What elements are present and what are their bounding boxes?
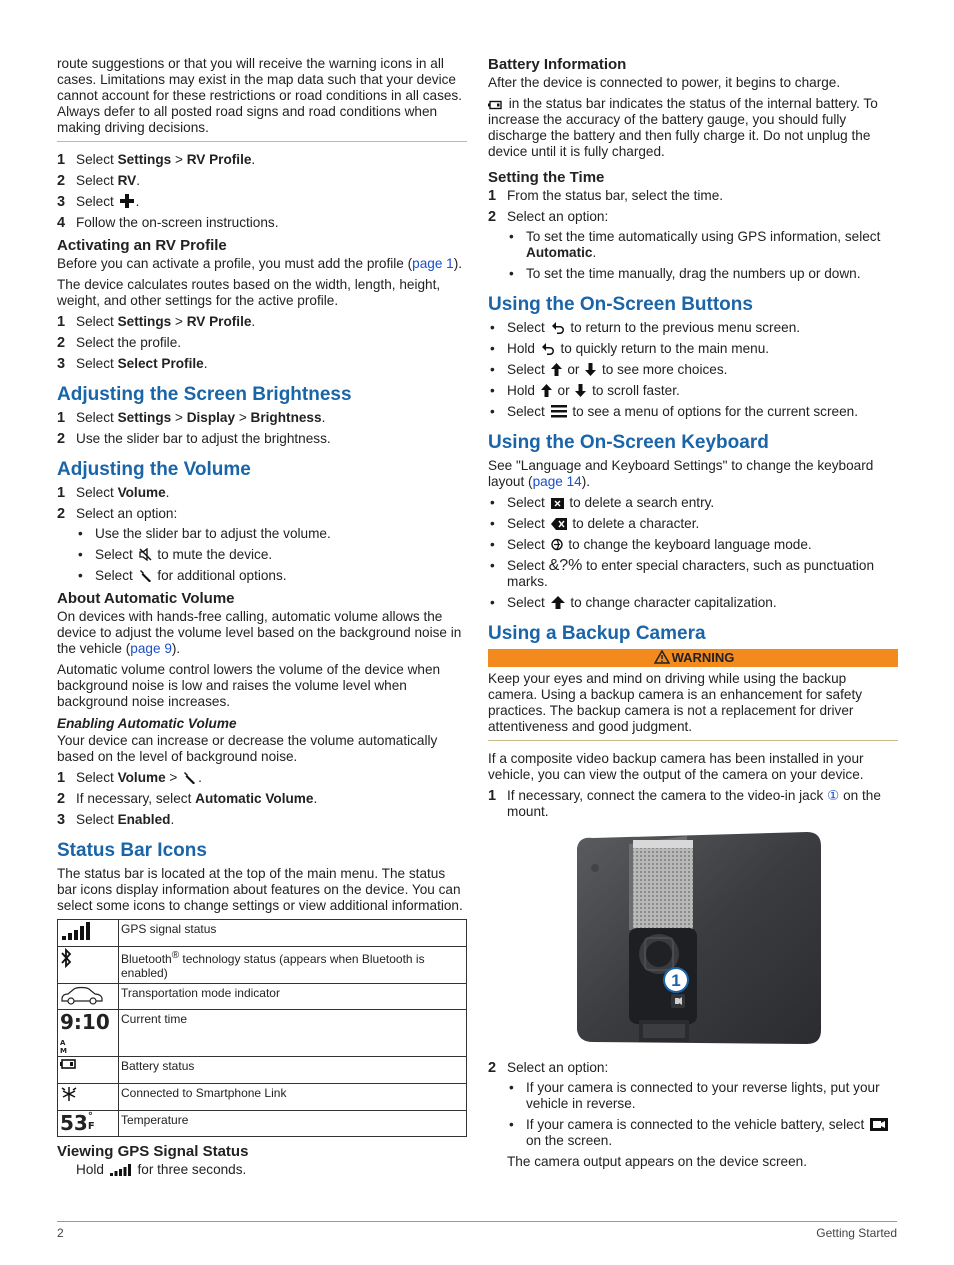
list-item: • Hold or to scroll faster. (488, 383, 898, 399)
back-icon (541, 342, 555, 355)
section-heading: Setting the Time (488, 169, 605, 186)
paragraph: If a composite video backup camera has been installed in your vehicle, you can view the output of the camera on your device. (488, 751, 864, 782)
arrow-down-icon (585, 363, 596, 376)
activating-steps (57, 314, 467, 372)
warning-banner: WARNING (488, 649, 898, 667)
menu-icon (551, 405, 567, 418)
warning-icon (654, 650, 670, 664)
footer-section: Getting Started (816, 1226, 897, 1240)
footer-divider (57, 1221, 897, 1222)
step: 2 Select an option: • Use the slider bar to adjust the volume. • Select to mute the device. • Select for additional options. (57, 506, 467, 584)
list-item: • Hold to quickly return to the main menu. (488, 341, 898, 357)
arrow-up-icon (551, 363, 562, 376)
paragraph: The device calculates routes based on the width, length, height, weight, and other settings for the active profile. (57, 277, 441, 308)
step: 4 Follow the on-screen instructions. (57, 215, 279, 231)
option-list (76, 526, 467, 584)
step: 1 From the status bar, select the time. (488, 188, 724, 204)
table-row (58, 984, 467, 1010)
list-item: • Select to see a menu of options for the current screen. (488, 404, 898, 420)
paragraph: The status bar is located at the top of the main menu. The status bar icons display information about features on the device. You can select some icons to change settings or view additional information. (57, 866, 463, 913)
table-cell: Connected to Smartphone Link (119, 1084, 467, 1111)
brightness-steps (57, 410, 467, 447)
section-heading: Battery Information (488, 56, 627, 73)
divider (57, 141, 467, 142)
rv-steps (57, 152, 467, 231)
arrow-up-icon (541, 384, 552, 397)
step: 3 Select Select Profile. (57, 356, 208, 372)
table-row (58, 1010, 467, 1057)
time-steps (488, 188, 898, 282)
status-icons-table (57, 919, 467, 1137)
section-heading: Activating an RV Profile (57, 237, 227, 254)
paragraph: See "Language and Keyboard Settings" to change the keyboard layout (page 14). (488, 458, 874, 489)
section-title: Using the On-Screen Keyboard (488, 432, 769, 453)
table-cell: GPS signal status (119, 920, 467, 947)
figure-callout: 1 (671, 971, 681, 990)
step: 2 Use the slider bar to adjust the brightness. (57, 431, 331, 447)
step: 2 If necessary, select Automatic Volume. (57, 791, 318, 807)
list-item: • Select for additional options. (76, 568, 467, 584)
section-title: Using a Backup Camera (488, 623, 706, 644)
step: 1 Select Settings > RV Profile. (57, 152, 256, 168)
section-title: Using the On-Screen Buttons (488, 294, 753, 315)
buttons-list (488, 320, 898, 420)
list-item: • If your camera is connected to the vehicle battery, select on the screen. (507, 1117, 898, 1149)
battery-icon (60, 1058, 78, 1070)
gps-signal-icon (110, 1164, 132, 1176)
list-item: • Select to delete a search entry. (488, 495, 898, 511)
device-back-illustration (563, 830, 827, 1048)
paragraph: The camera output appears on the device screen. (507, 1154, 807, 1169)
battery-icon (488, 100, 503, 110)
clear-entry-icon (551, 498, 564, 509)
arrow-down-icon (575, 384, 586, 397)
enabling-steps (57, 770, 467, 828)
table-cell: Battery status (119, 1057, 467, 1084)
step: 1 Select Volume > . (57, 770, 202, 786)
camera-steps (488, 788, 898, 820)
table-cell: Transportation mode indicator (119, 984, 467, 1010)
plus-icon (120, 194, 134, 208)
section-title: Adjusting the Screen Brightness (57, 384, 352, 405)
section-title: Adjusting the Volume (57, 459, 251, 480)
section-heading: Viewing GPS Signal Status (57, 1143, 249, 1160)
right-column (488, 56, 898, 1175)
smartphone-link-icon (60, 1085, 78, 1103)
subsection-heading: Enabling Automatic Volume (57, 716, 237, 731)
step: 1 If necessary, connect the camera to the video-in jack ① on the mount. (488, 788, 881, 819)
table-cell: Temperature (119, 1111, 467, 1137)
table-row (58, 1057, 467, 1084)
option-list (507, 229, 898, 282)
callout-marker: ① (827, 788, 840, 803)
list-item: • To set the time manually, drag the numbers up or down. (507, 266, 898, 282)
camera-steps-continued (488, 1060, 898, 1170)
paragraph: Your device can increase or decrease the volume automatically based on the level of background noise. (57, 733, 438, 764)
step: 3 Select . (57, 194, 140, 210)
option-list (507, 1080, 898, 1149)
step: 2 Select an option: • If your camera is connected to your reverse lights, put your vehicle in reverse. • If your camera is connected to the vehicle battery, select on the screen. The camera output appears on the device screen. (488, 1060, 898, 1170)
bluetooth-icon (60, 948, 72, 968)
paragraph: Before you can activate a profile, you must add the profile (page 1). (57, 256, 463, 271)
list-item: • To set the time automatically using GPS information, select Automatic. (507, 229, 898, 261)
step: 2 Select an option: • To set the time automatically using GPS information, select Automatic. • To set the time manually, drag the numbers up or down. (488, 209, 898, 282)
language-mode-icon (551, 538, 563, 551)
list-item: • Select to mute the device. (76, 547, 467, 563)
table-row (58, 1084, 467, 1111)
list-item: • Select to change the keyboard language mode. (488, 537, 898, 553)
temperature-icon: 53°F (60, 1111, 95, 1135)
table-cell: Bluetooth® technology status (appears when Bluetooth is enabled) (119, 947, 467, 984)
paragraph: On devices with hands-free calling, automatic volume allows the device to adjust the volume level based on the background noise in the vehicle (page 9). (57, 609, 462, 656)
table-row (58, 947, 467, 984)
clock-icon: 9:10AM (60, 1010, 110, 1055)
section-heading: About Automatic Volume (57, 590, 235, 607)
backspace-icon (551, 518, 567, 530)
device-mount-figure (563, 830, 827, 1048)
intro-paragraph: route suggestions or that you will receive the warning icons in all cases. Limitations may exist in the map data such that your device cannot account for these restrictions or road conditions in all cases. Always defer to all posted road signs and road conditions when making driving decisions. (57, 56, 463, 135)
section-title: Status Bar Icons (57, 840, 207, 861)
wrench-icon (139, 569, 152, 582)
back-icon (551, 321, 565, 334)
list-item: • If your camera is connected to your reverse lights, put your vehicle in reverse. (507, 1080, 898, 1112)
divider (488, 740, 898, 741)
paragraph: Automatic volume control lowers the volume of the device when background noise is low and raises the volume level when background noise increases. (57, 662, 441, 709)
page-link[interactable]: page 9 (130, 641, 172, 656)
step: 1 Select Volume. (57, 485, 170, 501)
list-item: • Select or to see more choices. (488, 362, 898, 378)
list-item: • Select to delete a character. (488, 516, 898, 532)
list-item: • Use the slider bar to adjust the volume. (76, 526, 467, 542)
special-characters-icon: &?% (548, 557, 583, 574)
page-link[interactable]: page 1 (412, 256, 454, 271)
step: 1 Select Settings > RV Profile. (57, 314, 256, 330)
left-column (57, 56, 467, 1183)
volume-steps (57, 485, 467, 584)
car-icon (60, 985, 104, 1005)
video-camera-icon (870, 1118, 888, 1131)
list-item: • Select to change character capitalization. (488, 595, 898, 611)
paragraph: Hold for three seconds. (76, 1162, 247, 1177)
table-row (58, 920, 467, 947)
list-item: • Select &?% to enter special characters, such as punctuation marks. (488, 558, 898, 590)
page-link[interactable]: page 14 (532, 474, 582, 489)
step: 1 Select Settings > Display > Brightness. (57, 410, 326, 426)
step: 2 Select RV. (57, 173, 140, 189)
table-row (58, 1111, 467, 1137)
warning-text: Keep your eyes and mind on driving while using the backup camera. Using a backup camera is an enhancement for safety practices. The backup camera is not a replacement for driver attentiveness and good judgment. (488, 671, 863, 734)
page-number: 2 (57, 1226, 64, 1240)
list-item: • Select to return to the previous menu screen. (488, 320, 898, 336)
wrench-icon (183, 771, 196, 784)
shift-icon (551, 596, 565, 609)
mute-icon (139, 548, 152, 561)
paragraph: in the status bar indicates the status of the internal battery. To increase the accuracy of the battery gauge, you should fully discharge the battery and then fully charge it. Do not unplug the device until it is fully charged. (488, 96, 878, 159)
gps-signal-icon (60, 921, 92, 941)
keyboard-list (488, 495, 898, 611)
paragraph: After the device is connected to power, it begins to charge. (488, 75, 841, 90)
table-cell: Current time (119, 1010, 467, 1057)
step: 3 Select Enabled. (57, 812, 175, 828)
step: 2 Select the profile. (57, 335, 182, 351)
